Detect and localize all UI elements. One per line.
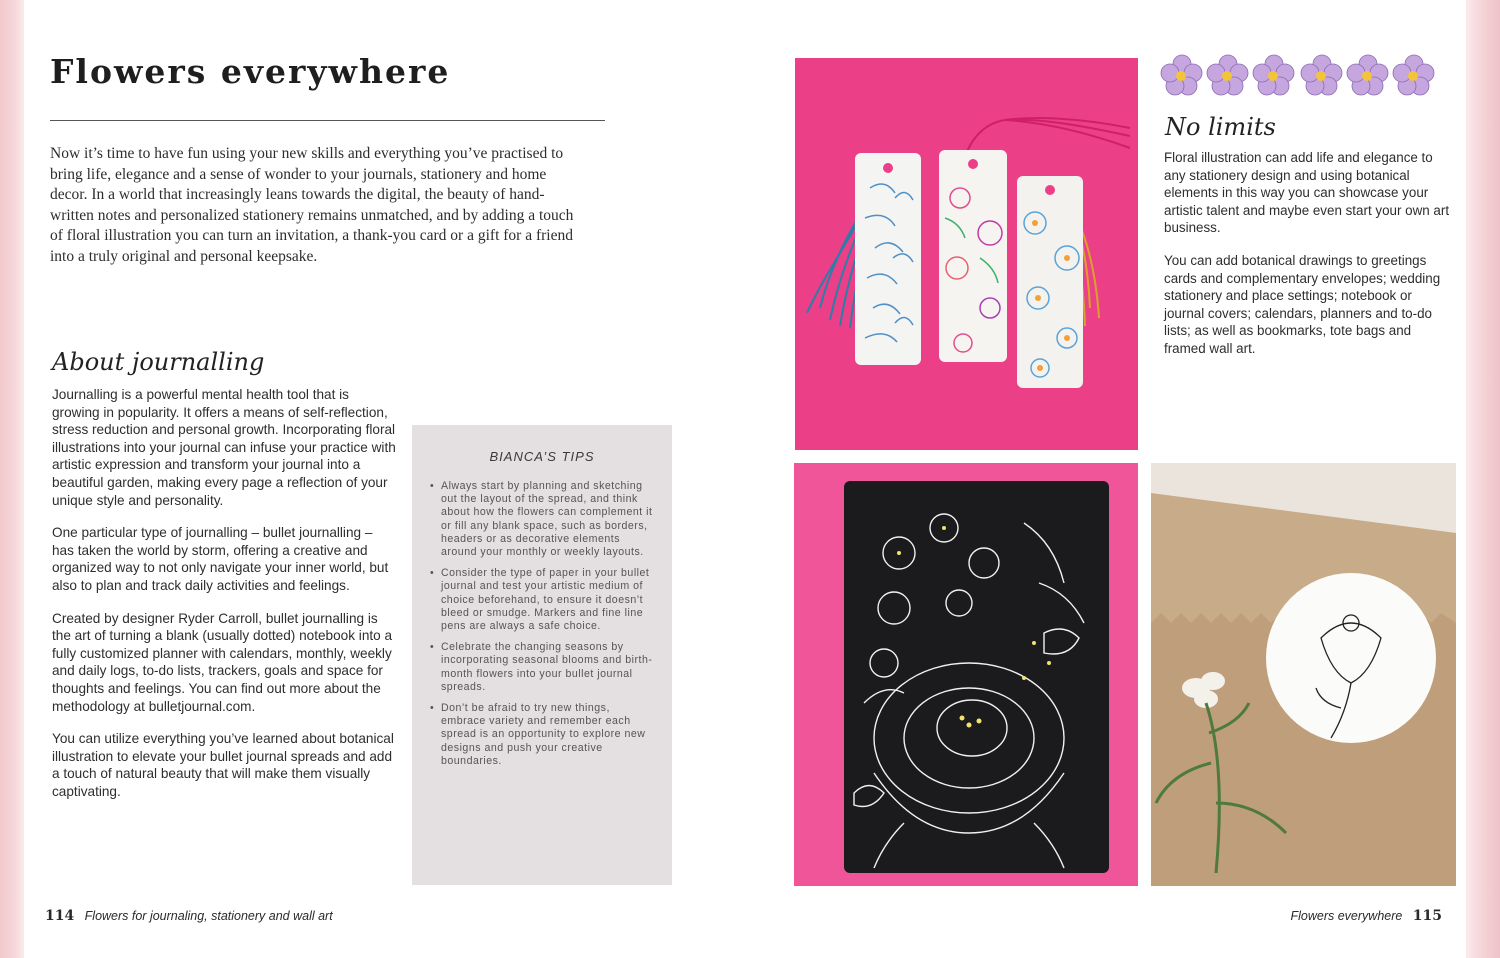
no-limits-paragraph: Floral illustration can add life and elegance to any stationery design and using botanical elements in this way you can showcase your artistic talent and maybe even start your own art business. [1164, 150, 1450, 236]
about-paragraph: You can utilize everything you’ve learned about botanical illustration to elevate your bullet journal spreads and add a touch of natural beauty that will make them visually captivating. [52, 731, 394, 799]
about-paragraph: One particular type of journalling – bullet journalling – has taken the world by storm, offering a creative and organized way to not only navigate your inner world, but also to plan and track daily activities and feelings. [52, 525, 389, 593]
intro-paragraph: Now it’s time to have fun using your new skills and everything you’ve practised to bring life, elegance and a sense of wonder to your journals, stationery and home decor. In a world that increasingly leans towards the digital, the beauty of hand-written notes and personalized stationery remains unmatched, and by adding a touch of floral illustration you can turn an invitation, a thank-you card or a gift for a friend into a truly original and personal keepsake. [50, 145, 574, 265]
page-edge-left [0, 0, 24, 958]
tip-item: • Don’t be afraid to try new things, embrace variety and remember each spread is an opportunity to explore new designs and push your creative boundaries. [430, 702, 658, 768]
no-limits-paragraph: You can add botanical drawings to greetings cards and complementary envelopes; wedding stationery and place settings; notebook or journal covers; calendars, planners and to-do lists; as well as bookmarks, tote bags and framed wall art. [1164, 252, 1441, 356]
footer-right [1291, 908, 1443, 924]
tips-title: BIANCA’S TIPS [489, 449, 595, 464]
envelope-photo [1151, 463, 1456, 886]
about-paragraph: Created by designer Ryder Carroll, bullet journalling is the art of turning a blank (usually dotted) notebook into a fully customized planner with calendars, monthly, weekly and daily logs, to-do lists, trackers, goals and space for thoughts and feelings. You can find out more about the methodology at bulletjournal.com. [52, 610, 393, 714]
about-journalling-heading: About journalling [52, 348, 265, 376]
page-number-left: 114 [45, 908, 75, 924]
lilac-flower-icon [1253, 55, 1294, 95]
footer-right-text: Flowers everywhere [1290, 909, 1403, 923]
notebook-photo [794, 463, 1138, 886]
page-edge-right [1466, 0, 1500, 958]
flower-decoration-row [1158, 50, 1440, 102]
no-limits-heading: No limits [1165, 113, 1276, 141]
no-limits-body [1164, 149, 1454, 373]
biancas-tips-box [412, 425, 672, 885]
footer-left-text: Flowers for journaling, stationery and wall art [84, 909, 333, 923]
about-paragraph: Journalling is a powerful mental health tool that is growing in popularity. It offers a means of self-reflection, stress reduction and personal growth. Incorporating floral illustrations into your journal can infuse your practice with artistic expression and transform your journal into a beautiful garden, making every page a reflection of your unique style and personality. [52, 387, 396, 508]
about-journalling-body [52, 386, 397, 815]
lilac-flower-icon [1207, 55, 1248, 95]
tip-item: • Always start by planning and sketching out the layout of the spread, and think about how the flowers can complement it or fill any blank space, such as borders, headers or as decorative elements around your monthly or weekly layouts. [430, 480, 658, 559]
bookmarks-photo [795, 58, 1138, 450]
lilac-flower-icon [1301, 55, 1342, 95]
lilac-flower-icon [1393, 55, 1434, 95]
title-divider [50, 120, 605, 121]
footer-left [45, 908, 333, 924]
lilac-flower-icon [1347, 55, 1388, 95]
tips-list [430, 480, 658, 768]
tip-item: • Celebrate the changing seasons by incorporating seasonal blooms and birth-month flowers into your bullet journal spreads. [430, 641, 658, 694]
page-number-right: 115 [1412, 908, 1442, 924]
lilac-flower-icon [1161, 55, 1202, 95]
tip-item: • Consider the type of paper in your bullet journal and test your artistic medium of choice beforehand, to ensure it doesn’t bleed or smudge. Markers and fine line pens are always a safe choice. [430, 567, 658, 633]
page-title: Flowers everywhere [50, 52, 451, 91]
